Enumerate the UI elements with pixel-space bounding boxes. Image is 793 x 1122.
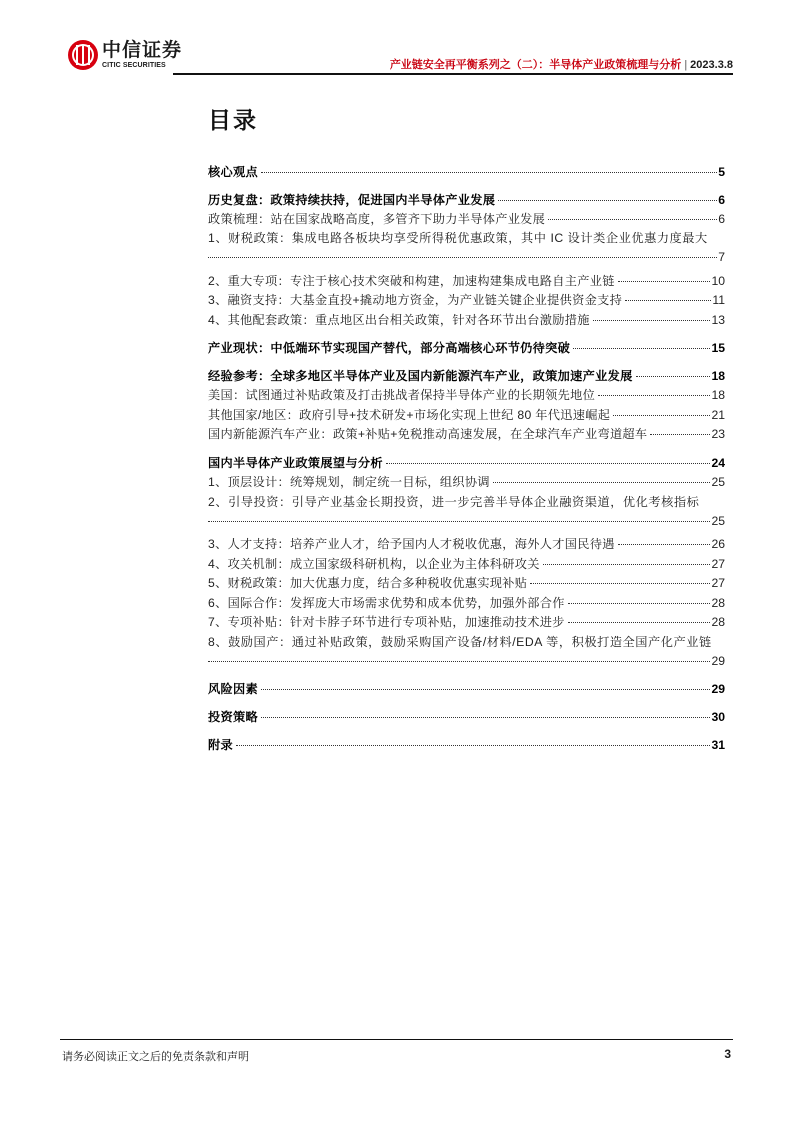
dot-leader bbox=[593, 320, 711, 321]
toc-entry-label: 历史复盘：政策持续扶持，促进国内半导体产业发展 bbox=[208, 193, 496, 207]
toc-entry-investment-strategy[interactable] bbox=[208, 708, 725, 727]
dot-leader bbox=[261, 717, 710, 718]
toc-entry-page: 27 bbox=[711, 576, 725, 590]
dot-leader bbox=[568, 603, 711, 604]
toc-entry-label: 投资策略 bbox=[208, 710, 258, 724]
toc-entry-label: 风险因素 bbox=[208, 682, 258, 696]
toc-entry-page: 27 bbox=[711, 557, 725, 571]
toc-entry-research-mechanism[interactable] bbox=[208, 555, 725, 574]
toc-entry-financing-support[interactable] bbox=[208, 291, 725, 310]
toc-entry-talent-support[interactable] bbox=[208, 535, 725, 554]
toc-entry-page: 13 bbox=[711, 313, 725, 327]
toc-entry-label: 8、鼓励国产：通过补贴政策，鼓励采购国产设备/材料/EDA 等，积极打造全国产化产业链 bbox=[208, 635, 712, 649]
toc-entry-page: 10 bbox=[711, 274, 725, 288]
toc-entry-domestic-nev[interactable] bbox=[208, 425, 725, 444]
disclaimer-notice: 请务必阅读正文之后的免责条款和声明 bbox=[62, 1051, 249, 1063]
toc-entry-label: 国内新能源汽车产业：政策+补贴+免税推动高速发展，在全球汽车产业弯道超车 bbox=[208, 427, 648, 441]
toc-entry-label: 3、人才支持：培养产业人才，给予国内人才税收优惠，海外人才国民待遇 bbox=[208, 537, 615, 551]
toc-entry-page: 25 bbox=[711, 514, 725, 528]
toc-entry-page: 29 bbox=[711, 682, 725, 696]
toc-entry-page: 7 bbox=[718, 250, 725, 264]
toc-entry-label: 产业现状：中低端环节实现国产替代，部分高端核心环节仍待突破 bbox=[208, 341, 571, 355]
toc-entry-page: 6 bbox=[718, 212, 725, 226]
toc-entry-policy-overview[interactable] bbox=[208, 210, 725, 229]
toc-entry-core-views[interactable] bbox=[208, 163, 725, 182]
report-date: 2023.3.8 bbox=[690, 59, 733, 71]
dot-leader bbox=[573, 348, 710, 349]
toc-entry-label: 4、其他配套政策：重点地区出台相关政策，针对各环节出台激励措施 bbox=[208, 313, 590, 327]
dot-leader bbox=[618, 281, 711, 282]
toc-entry-history-review[interactable] bbox=[208, 191, 725, 210]
toc-entry-usa[interactable] bbox=[208, 386, 725, 405]
toc-entry-industry-status[interactable] bbox=[208, 339, 725, 358]
dot-leader bbox=[261, 689, 710, 690]
toc-entry-label: 经验参考：全球多地区半导体产业及国内新能源汽车产业，政策加速产业发展 bbox=[208, 369, 633, 383]
dot-leader bbox=[386, 463, 711, 464]
toc-entry-label: 1、财税政策：集成电路各板块均享受所得税优惠政策，其中 IC 设计类企业优惠力度最大 bbox=[208, 231, 708, 245]
toc-entry-page: 6 bbox=[718, 193, 725, 207]
toc-entry-appendix[interactable] bbox=[208, 736, 725, 755]
toc-entry-international-cooperation[interactable] bbox=[208, 594, 725, 613]
logo-english-name: CITIC SECURITIES bbox=[102, 62, 166, 69]
toc-entry-risk-factors[interactable] bbox=[208, 680, 725, 699]
toc-entry-other-policies[interactable] bbox=[208, 311, 725, 330]
dot-leader bbox=[208, 521, 710, 522]
dot-leader bbox=[261, 172, 717, 173]
header-separator: | bbox=[684, 59, 688, 71]
toc-entry-guided-investment[interactable] bbox=[208, 493, 725, 531]
toc-entry-label: 1、顶层设计：统筹规划，制定统一目标，组织协调 bbox=[208, 475, 490, 489]
toc-entry-label: 5、财税政策：加大优惠力度，结合多种税收优惠实现补贴 bbox=[208, 576, 528, 590]
toc-entry-major-projects[interactable] bbox=[208, 272, 725, 291]
toc-entry-label: 美国：试图通过补贴政策及打击挑战者保持半导体产业的长期领先地位 bbox=[208, 388, 596, 402]
dot-leader bbox=[208, 661, 710, 662]
toc-entry-label: 3、融资支持：大基金直投+撬动地方资金，为产业链关键企业提供资金支持 bbox=[208, 293, 623, 307]
toc-entry-page: 15 bbox=[711, 341, 725, 355]
toc-entry-page: 23 bbox=[711, 427, 725, 441]
page-number: 3 bbox=[724, 1047, 731, 1061]
citic-logo-icon bbox=[68, 40, 98, 70]
toc-entry-page: 11 bbox=[712, 293, 725, 307]
toc-heading: 目录 bbox=[208, 107, 258, 133]
dot-leader bbox=[636, 376, 711, 377]
toc-entry-page: 26 bbox=[711, 537, 725, 551]
toc-entry-page: 25 bbox=[711, 475, 725, 489]
dot-leader bbox=[543, 564, 711, 565]
toc-entry-fiscal-tax-policy[interactable] bbox=[208, 229, 725, 267]
dot-leader bbox=[625, 300, 711, 301]
report-header bbox=[390, 56, 733, 72]
toc-entry-page: 18 bbox=[711, 369, 725, 383]
toc-entry-page: 29 bbox=[711, 654, 725, 668]
toc-entry-page: 18 bbox=[711, 388, 725, 402]
toc-entry-page: 28 bbox=[711, 596, 725, 610]
dot-leader bbox=[498, 200, 717, 201]
logo-chinese-name: 中信证券 bbox=[102, 40, 183, 61]
toc-entry-encourage-domestic[interactable] bbox=[208, 633, 725, 671]
toc-entry-experience-reference[interactable] bbox=[208, 367, 725, 386]
toc-entry-page: 21 bbox=[711, 408, 725, 422]
toc-entry-policy-outlook[interactable] bbox=[208, 454, 725, 473]
dot-leader bbox=[613, 415, 710, 416]
dot-leader bbox=[618, 544, 711, 545]
toc-entry-fiscal-policy[interactable] bbox=[208, 574, 725, 593]
toc-entry-label: 2、重大专项：专注于核心技术突破和构建，加速构建集成电路自主产业链 bbox=[208, 274, 615, 288]
toc-entry-label: 附录 bbox=[208, 738, 233, 752]
dot-leader bbox=[598, 395, 710, 396]
toc-entry-label: 国内半导体产业政策展望与分析 bbox=[208, 456, 383, 470]
toc-entry-page: 5 bbox=[718, 165, 725, 179]
toc-entry-page: 28 bbox=[711, 615, 725, 629]
dot-leader bbox=[493, 482, 711, 483]
dot-leader bbox=[208, 257, 717, 258]
toc-entry-label: 政策梳理：站在国家战略高度，多管齐下助力半导体产业发展 bbox=[208, 212, 546, 226]
toc-entry-label: 2、引导投资：引导产业基金长期投资，进一步完善半导体企业融资渠道，优化考核指标 bbox=[208, 495, 700, 509]
toc-entry-special-subsidy[interactable] bbox=[208, 613, 725, 632]
dot-leader bbox=[236, 745, 710, 746]
toc-entry-top-level-design[interactable] bbox=[208, 473, 725, 492]
citic-securities-logo bbox=[68, 40, 182, 70]
dot-leader bbox=[650, 434, 710, 435]
toc-entry-label: 其他国家/地区：政府引导+技术研发+市场化实现上世纪 80 年代迅速崛起 bbox=[208, 408, 611, 422]
footer-divider bbox=[60, 1039, 733, 1040]
header-divider bbox=[173, 73, 733, 75]
dot-leader bbox=[548, 219, 717, 220]
dot-leader bbox=[530, 583, 710, 584]
toc-entry-page: 24 bbox=[711, 456, 725, 470]
toc-entry-page: 31 bbox=[711, 738, 725, 752]
toc-entry-label: 4、攻关机制：成立国家级科研机构，以企业为主体科研攻关 bbox=[208, 557, 540, 571]
toc-entry-other-regions[interactable] bbox=[208, 406, 725, 425]
toc-entry-label: 7、专项补贴：针对卡脖子环节进行专项补贴，加速推动技术进步 bbox=[208, 615, 565, 629]
toc-entry-label: 6、国际合作：发挥庞大市场需求优势和成本优势，加强外部合作 bbox=[208, 596, 565, 610]
dot-leader bbox=[568, 622, 711, 623]
report-title: 产业链安全再平衡系列之（二）：半导体产业政策梳理与分析 bbox=[389, 59, 682, 71]
toc-entry-label: 核心观点 bbox=[208, 165, 258, 179]
toc-entry-page: 30 bbox=[711, 710, 725, 724]
